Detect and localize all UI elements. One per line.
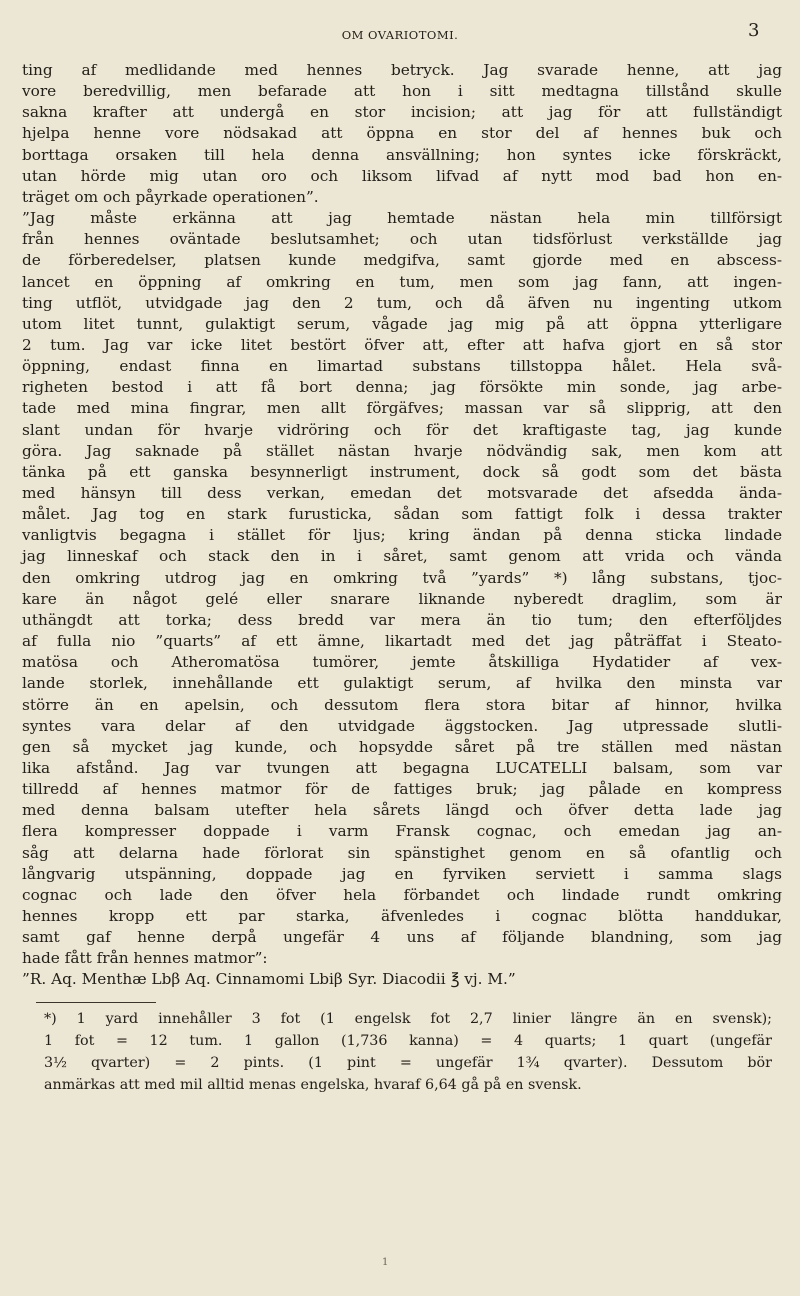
footnote-line: 3½ qvarter) = 2 pints. (1 pint = ungefär 1¾ qvarter). Dessutom bör bbox=[44, 1055, 772, 1071]
text-line: träget om och påyrkade operationen”. bbox=[22, 187, 319, 206]
text-line: utan hörde mig utan oro och liksom lifvad af nytt mod bad hon en- bbox=[22, 166, 782, 185]
text-line: göra. Jag saknade på stället nästan hvarje nödvändig sak, men kom att bbox=[22, 441, 782, 460]
text-line: ting af medlidande med hennes betryck. Jag svarade henne, att jag bbox=[22, 61, 782, 79]
text-line: hade fått från hennes matmor”: bbox=[22, 949, 268, 968]
text-line: målet. Jag tog en stark furusticka, sådan som fattigt folk i dessa trakter bbox=[22, 505, 782, 524]
text-line: slant undan för hvarje vidröring och för det kraftigaste tag, jag kunde bbox=[22, 420, 782, 439]
text-line: ”R. Aq. Menthæ Lbβ Aq. Cinnamomi Lbiβ Syr. Diacodii ℥ vj. M.” bbox=[22, 970, 516, 989]
text-line: med hänsyn till dess verkan, emedan det motsvarade det afsedda ända- bbox=[22, 484, 782, 502]
text-line: kare än något gelé eller snarare liknande nyberedt draglim, som är bbox=[22, 589, 782, 608]
footnote-line: anmärkas att med mil alltid menas engelska, hvaraf 6,64 gå på en svensk. bbox=[44, 1077, 582, 1093]
footnote-rule bbox=[36, 1002, 156, 1003]
running-title: OM OVARIOTOMI. bbox=[341, 28, 459, 42]
text-line: ting utflöt, utvidgade jag den 2 tum, och då äfven nu ingenting utkom bbox=[22, 293, 782, 312]
text-line: större än en apelsin, och dessutom flera stora bitar af hinnor, hvilka bbox=[22, 695, 782, 714]
footnote-line: 1 fot = 12 tum. 1 gallon (1,736 kanna) = 4 quarts; 1 quart (ungefär bbox=[44, 1033, 772, 1049]
text-line: matösa och Atheromatösa tumörer, jemte åtskilliga Hydatider af vex- bbox=[22, 653, 782, 672]
text-line: från hennes oväntade beslutsamhet; och utan tidsförlust verkställde jag bbox=[22, 230, 782, 249]
text-line: gen så mycket jag kunde, och hopsydde såret på tre ställen med nästan bbox=[22, 737, 782, 756]
body-text bbox=[0, 58, 800, 988]
text-line: righeten bestod i att få bort denna; jag försökte min sonde, jag arbe- bbox=[22, 378, 782, 397]
text-line: borttaga orsaken till hela denna ansvällning; hon syntes icke förskräckt, bbox=[22, 145, 782, 164]
text-line: 2 tum. Jag var icke litet bestört öfver att, efter att hafva gjort en så stor bbox=[22, 335, 782, 354]
text-line: vore beredvillig, men befarade att hon i sitt medtagna tillstånd skulle bbox=[22, 82, 782, 101]
text-line: tänka på ett ganska besynnerligt instrument, dock så godt som det bästa bbox=[22, 462, 782, 481]
text-line: hennes kropp ett par starka, äfvenledes i cognac blötta handdukar, bbox=[22, 907, 782, 925]
text-line: tillredd af hennes matmor för de fattiges bruk; jag pålade en kompress bbox=[22, 780, 782, 799]
text-line: syntes vara delar af den utvidgade äggstocken. Jag utpressade slutli- bbox=[22, 716, 782, 735]
footnotes bbox=[0, 1008, 800, 1108]
text-line: tade med mina fingrar, men allt förgäfves; massan var så slipprig, att den bbox=[22, 399, 782, 418]
text-line: öppning, endast finna en limartad substans tillstoppa hålet. Hela svå- bbox=[22, 357, 782, 376]
text-line: sakna krafter att undergå en stor incision; att jag för att fullständigt bbox=[22, 103, 782, 122]
page-number: 3 bbox=[748, 20, 760, 41]
text-line: lancet en öppning af omkring en tum, men som jag fann, att ingen- bbox=[22, 272, 782, 291]
footer-mark: 1 bbox=[382, 1257, 389, 1268]
text-line: flera kompresser doppade i varm Fransk cognac, och emedan jag an- bbox=[22, 822, 782, 841]
footnote-line: *) 1 yard innehåller 3 fot (1 engelsk fot 2,7 linier längre än en svensk); bbox=[44, 1011, 772, 1027]
text-line: med denna balsam utefter hela sårets längd och öfver detta lade jag bbox=[22, 801, 782, 820]
text-line: hjelpa henne vore nödsakad att öppna en stor del af hennes buk och bbox=[22, 124, 782, 143]
text-line: lande storlek, innehållande ett gulaktigt serum, af hvilka den minsta var bbox=[22, 674, 782, 693]
text-line: ”Jag måste erkänna att jag hemtade nästan hela min tillförsigt bbox=[22, 209, 782, 228]
text-line: utom litet tunnt, gulaktigt serum, vågade jag mig på att öppna ytterligare bbox=[22, 314, 782, 333]
text-line: samt gaf henne derpå ungefär 4 uns af följande blandning, som jag bbox=[22, 928, 782, 947]
text-line: såg att delarna hade förlorat sin spänstighet genom en så ofantlig och bbox=[22, 843, 782, 862]
text-line: jag linneskaf och stack den in i såret, samt genom att vrida och vända bbox=[22, 547, 782, 566]
text-line: uthängdt att torka; dess bredd var mera än tio tum; den efterföljdes bbox=[22, 610, 782, 629]
text-line: vanligtvis begagna i stället för ljus; kring ändan på denna sticka lindade bbox=[22, 526, 782, 545]
text-line: långvarig utspänning, doppade jag en fyrviken serviett i samma slags bbox=[22, 864, 782, 883]
text-line: cognac och lade den öfver hela förbandet och lindade rundt omkring bbox=[22, 885, 782, 904]
page-header bbox=[0, 0, 800, 58]
text-line: lika afstånd. Jag var tvungen att begagna LUCATELLI balsam, som var bbox=[22, 758, 782, 777]
text-line: den omkring utdrog jag en omkring två ”yards” *) lång substans, tjoc- bbox=[22, 568, 782, 587]
text-line: de förberedelser, platsen kunde medgifva, samt gjorde med en abscess- bbox=[22, 251, 782, 270]
text-line: af fulla nio ”quarts” af ett ämne, likartadt med det jag påträffat i Steato- bbox=[22, 632, 782, 651]
